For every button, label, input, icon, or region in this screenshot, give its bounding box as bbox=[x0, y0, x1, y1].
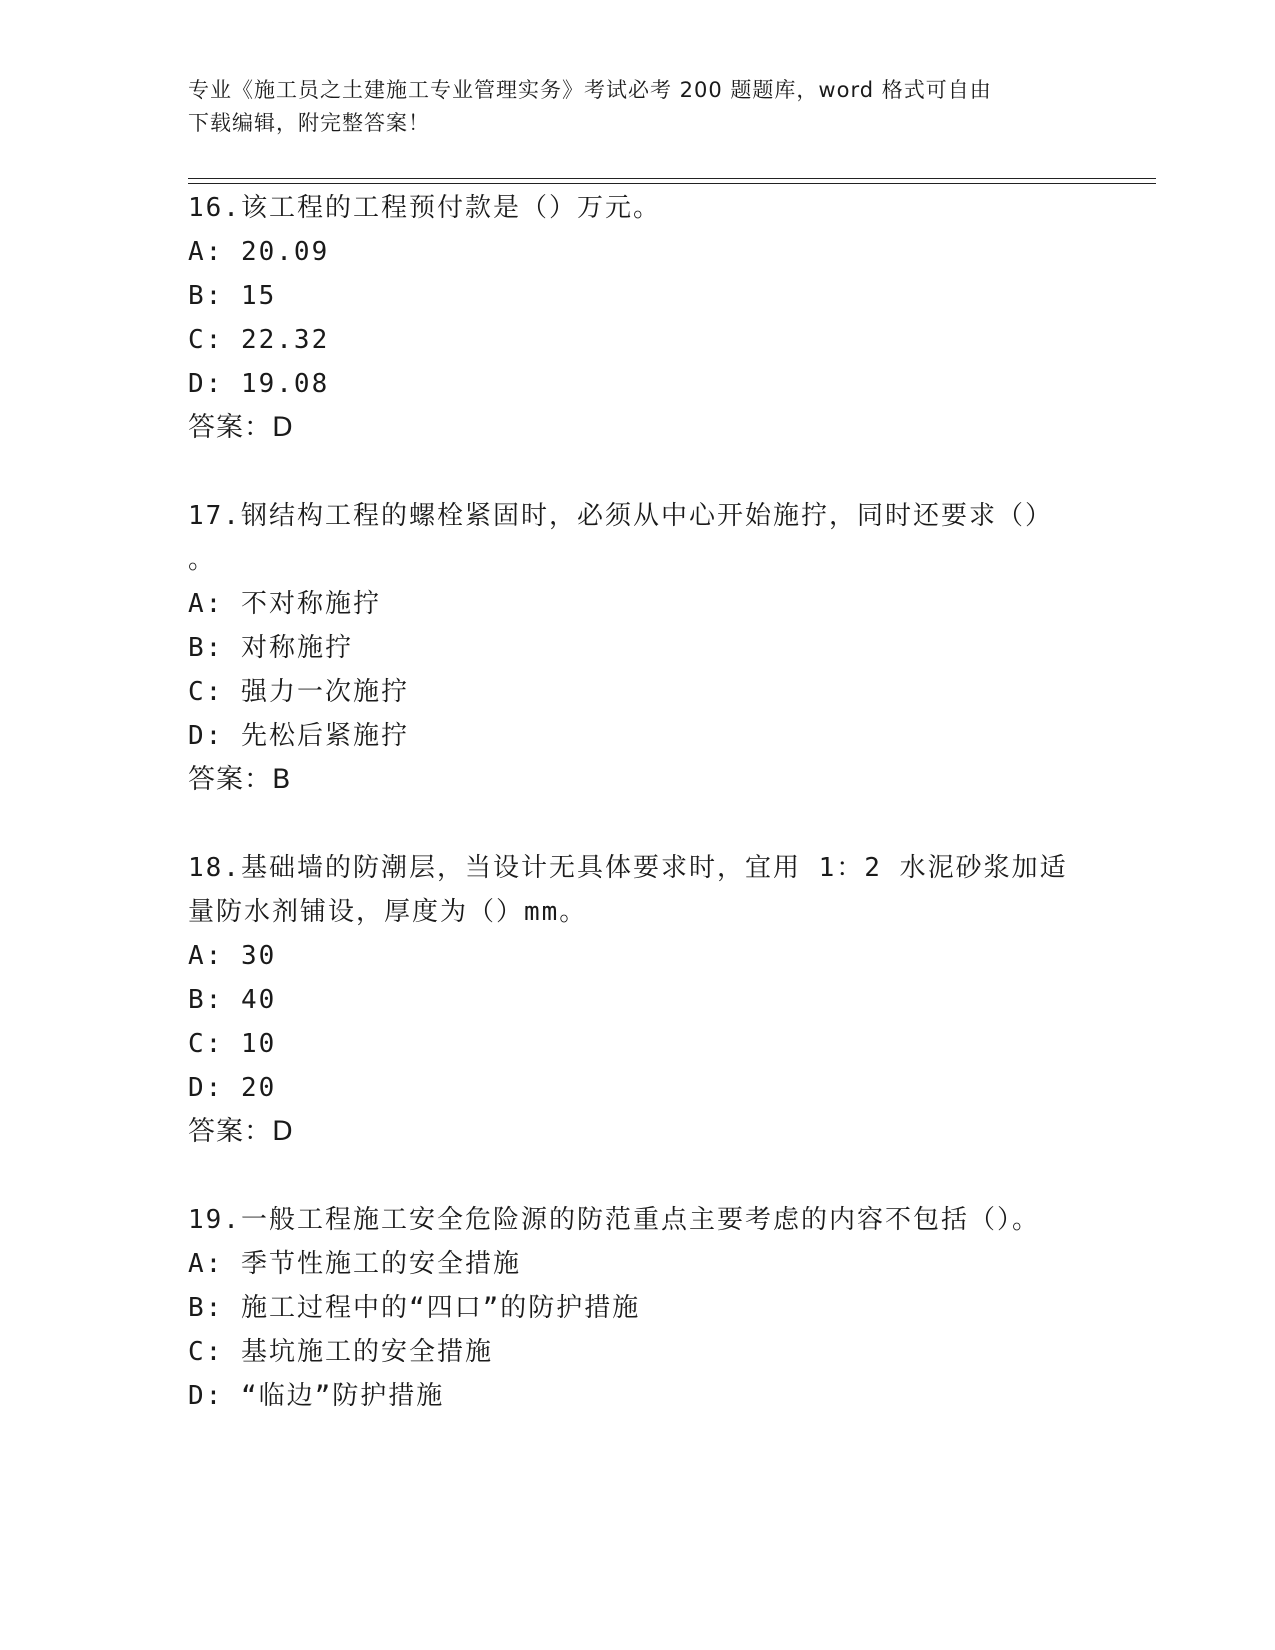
question-17-stem-line-1: 17.钢结构工程的螺栓紧固时，必须从中心开始施拧，同时还要求（） bbox=[188, 501, 1053, 531]
question-17-option-c: C: 强力一次施拧 bbox=[188, 677, 409, 707]
header-line-2: 下载编辑，附完整答案！ bbox=[188, 111, 430, 135]
question-19-option-a: A: 季节性施工的安全措施 bbox=[188, 1249, 521, 1279]
question-19-option-b: B: 施工过程中的“四口”的防护措施 bbox=[188, 1293, 641, 1323]
question-16-option-c: C: 22.32 bbox=[188, 325, 330, 355]
question-19-option-d: D: “临边”防护措施 bbox=[188, 1381, 445, 1411]
question-18-option-d: D: 20 bbox=[188, 1073, 277, 1103]
question-16-answer: 答案：D bbox=[188, 412, 294, 443]
question-17-option-b: B: 对称施拧 bbox=[188, 633, 353, 663]
question-18-stem-line-2: 量防水剂铺设，厚度为（）mm。 bbox=[188, 897, 588, 927]
document-header bbox=[188, 74, 1088, 140]
question-18-answer: 答案：D bbox=[188, 1116, 294, 1147]
question-16-option-d: D: 19.08 bbox=[188, 369, 330, 399]
question-18-option-b: B: 40 bbox=[188, 985, 277, 1015]
header-divider-top bbox=[188, 178, 1156, 179]
question-17-option-d: D: 先松后紧施拧 bbox=[188, 721, 409, 751]
question-18-option-c: C: 10 bbox=[188, 1029, 277, 1059]
header-line-1: 专业《施工员之土建施工专业管理实务》考试必考 200 题题库，word 格式可自由 bbox=[188, 78, 992, 102]
question-17-stem-line-2: 。 bbox=[188, 545, 217, 575]
question-19-option-c: C: 基坑施工的安全措施 bbox=[188, 1337, 493, 1367]
question-16-option-a: A: 20.09 bbox=[188, 237, 330, 267]
question-19-stem-line-1: 19.一般工程施工安全危险源的防范重点主要考虑的内容不包括（）。 bbox=[188, 1205, 1040, 1235]
question-18-option-a: A: 30 bbox=[188, 941, 277, 971]
question-17-answer: 答案：B bbox=[188, 764, 292, 795]
question-16-option-b: B: 15 bbox=[188, 281, 277, 311]
question-17-option-a: A: 不对称施拧 bbox=[188, 589, 381, 619]
question-18-stem-line-1: 18.基础墙的防潮层，当设计无具体要求时，宜用 1：2 水泥砂浆加适 bbox=[188, 853, 1068, 883]
header-divider-bottom bbox=[188, 183, 1156, 184]
question-16-stem-line-1: 16.该工程的工程预付款是（）万元。 bbox=[188, 193, 661, 223]
